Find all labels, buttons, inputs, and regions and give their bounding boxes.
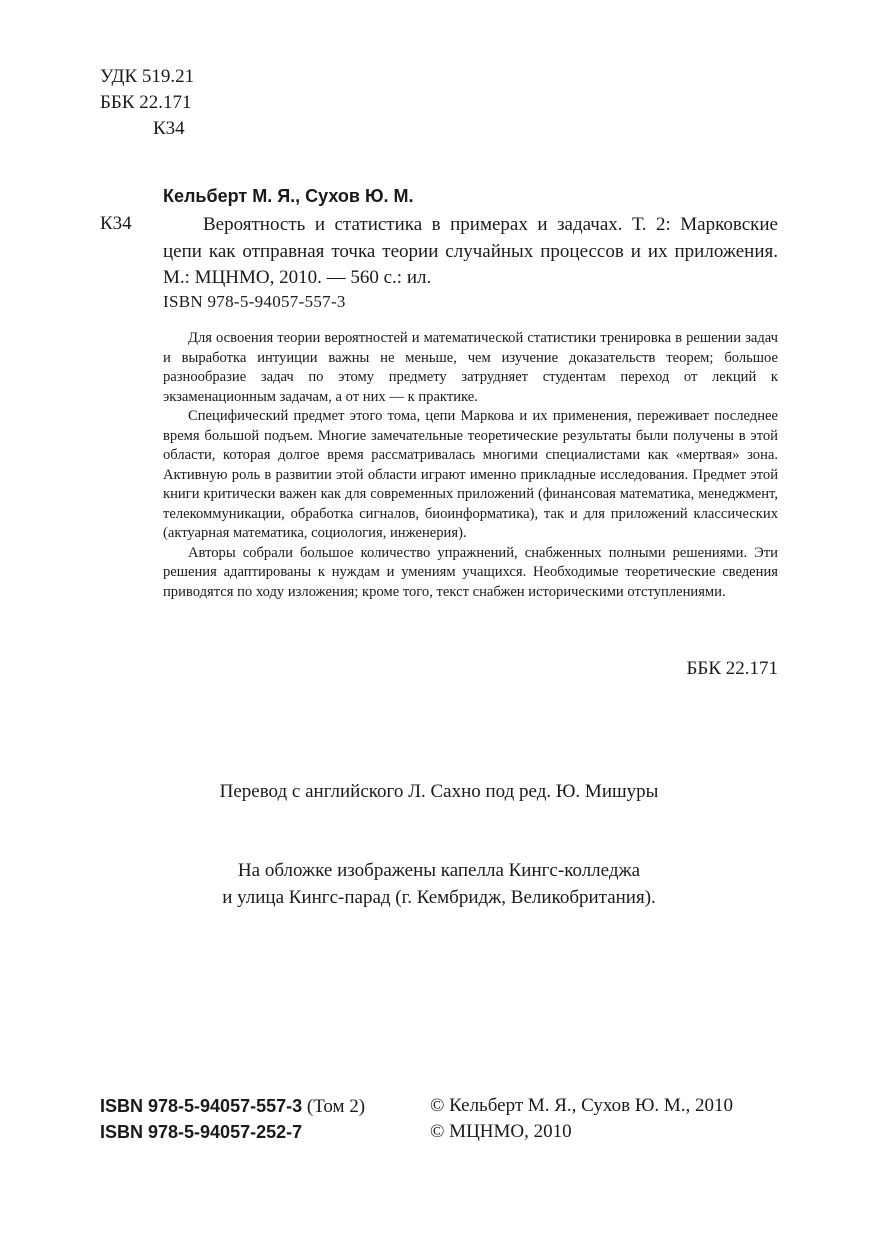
isbn-number: ISBN 978-5-94057-557-3 bbox=[100, 1096, 303, 1116]
classification-codes bbox=[100, 64, 194, 142]
isbn-row bbox=[100, 1119, 733, 1145]
translation-note: Перевод с английского Л. Сахно под ред. Ю. Мишуры bbox=[219, 781, 659, 802]
copyright-text: © Кельберт М. Я., Сухов Ю. М., 2010 bbox=[430, 1095, 734, 1116]
isbn-cell bbox=[100, 1119, 430, 1145]
volume-note: (Том 2) bbox=[302, 1096, 366, 1117]
authors-heading: Кельберт М. Я., Сухов Ю. М. bbox=[163, 186, 414, 206]
bbk-code: ББК 22.171 bbox=[100, 92, 192, 113]
cover-note-line: На обложке изображены капелла Кингс-колледжа bbox=[237, 860, 641, 881]
annotation-paragraph: Специфический предмет этого тома, цепи Маркова и их применения, переживает последнее время большой подъем. Многие замечательные теоретические результаты были получены в этой области, которая долгое время рассматривалась многими специалистами как «мертвая» зона. Активную роль в развитии этой области играют именно прикладные исследования. Предмет этой книги критически важен как для современных приложений (финансовая математика, менеджмент, телекоммуникации, обработка сигналов, биоинформатика), так и для приложений классических (актуарная математика, социология, инженерия). bbox=[163, 408, 778, 541]
bibliographic-cipher: К34 bbox=[100, 213, 132, 234]
annotation-paragraph: Для освоения теории вероятностей и математической статистики тренировка в решении задач и выработка интуиции важны не меньше, чем изучение доказательств теорем; большое разнообразие задач по этому предмету затрудняет студентам переход от лекций к экзаменационным задачам, а от них — к практике. bbox=[163, 330, 778, 405]
cover-note bbox=[0, 857, 878, 911]
annotation-paragraph: Авторы собрали большое количество упражнений, снабженных полными решениями. Эти решения адаптированы к нуждам и умениям учащихся. Необходимые теоретические сведения приводятся по ходу изложения; кроме того, текст снабжен историческими отступлениями. bbox=[163, 544, 778, 600]
isbn-copyright-block bbox=[100, 1093, 733, 1145]
annotation-bbk: ББК 22.171 bbox=[686, 658, 778, 679]
udk-code: УДК 519.21 bbox=[100, 66, 195, 87]
author-cipher: К34 bbox=[153, 118, 185, 139]
annotation bbox=[163, 329, 778, 602]
isbn-line: ISBN 978-5-94057-557-3 bbox=[163, 292, 346, 311]
bibliographic-description: Вероятность и статистика в примерах и задачах. Т. 2: Марковские цепи как отправная точка теории случайных процессов и их приложения. М.: МЦНМО, 2010. — 560 с.: ил. bbox=[163, 214, 778, 288]
cover-note-line: и улица Кингс-парад (г. Кембридж, Великобритания). bbox=[222, 887, 656, 908]
copyright-text: © МЦНМО, 2010 bbox=[430, 1121, 572, 1142]
isbn-cell bbox=[100, 1093, 430, 1119]
isbn-number: ISBN 978-5-94057-252-7 bbox=[100, 1122, 303, 1142]
isbn-row bbox=[100, 1093, 733, 1119]
